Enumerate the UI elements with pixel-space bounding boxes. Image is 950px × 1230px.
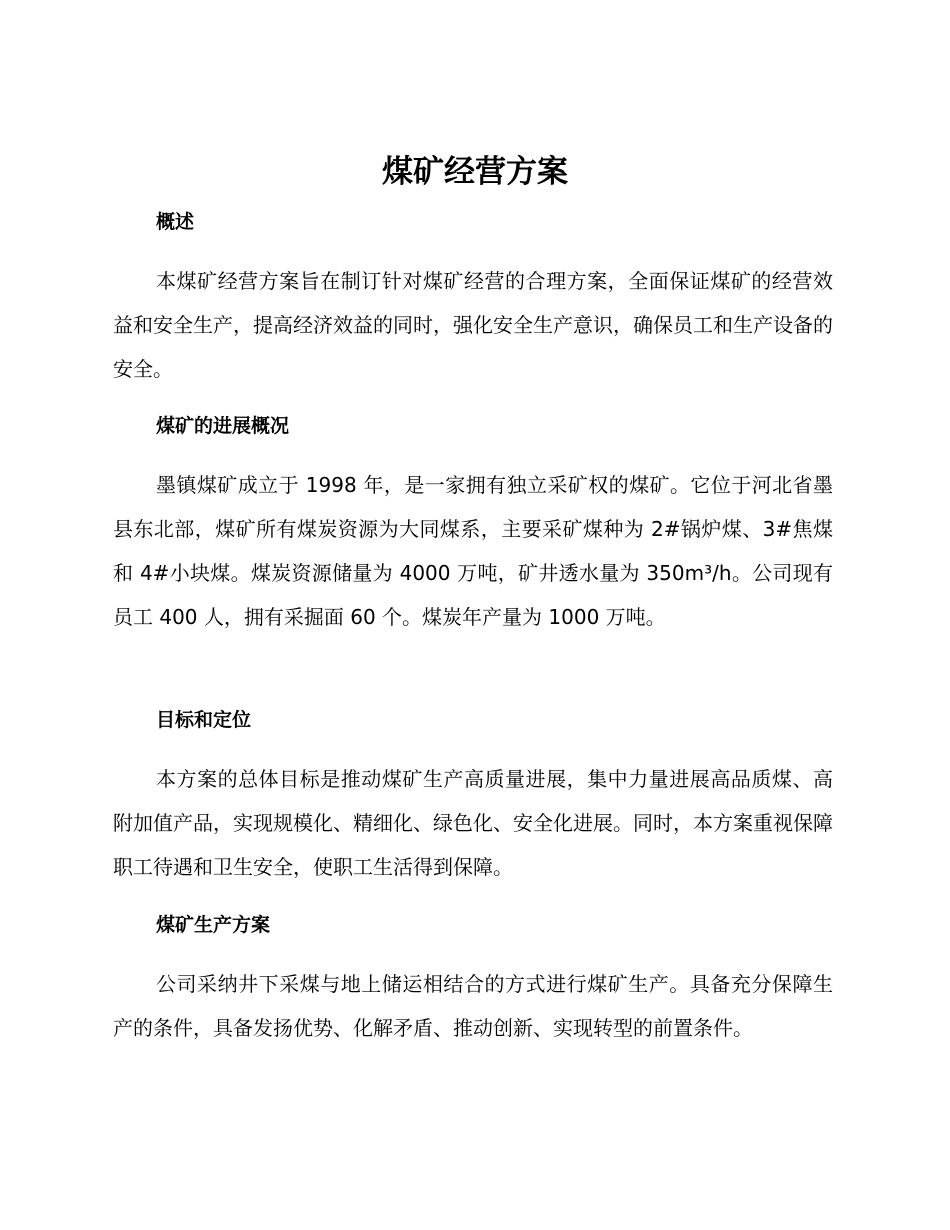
- section-production-plan: [113, 911, 833, 1050]
- section-body: 公司采纳井下采煤与地上储运相结合的方式进行煤矿生产。具备充分保障生产的条件，具备发扬优势、化解矛盾、推动创新、实现转型的前置条件。: [113, 972, 833, 1040]
- section-mine-status: [113, 412, 833, 639]
- section-heading: 煤矿的进展概况: [156, 415, 290, 437]
- section-heading: 概述: [156, 211, 195, 233]
- section-overview: [113, 208, 833, 391]
- section-heading: 目标和定位: [156, 709, 252, 731]
- section-body: 本煤矿经营方案旨在制订针对煤矿经营的合理方案，全面保证煤矿的经营效益和安全生产，提高经济效益的同时，强化安全生产意识，确保员工和生产设备的安全。: [113, 269, 833, 381]
- section-heading: 煤矿生产方案: [156, 914, 271, 936]
- section-body: 本方案的总体目标是推动煤矿生产高质量进展，集中力量进展高品质煤、高附加值产品，实现规模化、精细化、绿色化、安全化进展。同时，本方案重视保障职工待遇和卫生安全，使职工生活得到保障。: [113, 767, 833, 879]
- section-goals: [113, 706, 833, 889]
- section-body: 墨镇煤矿成立于 1998 年，是一家拥有独立采矿权的煤矿。它位于河北省墨县东北部，煤矿所有煤炭资源为大同煤系，主要采矿煤种为 2#锅炉煤、3#焦煤和 4#小块煤。煤炭资源储量为 4000 万吨，矿井透水量为 350m³/h。公司现有员工 400 人，拥有采掘面 60 个。煤炭年产量为 1000 万吨。: [113, 473, 833, 629]
- document-title: 煤矿经营方案: [382, 154, 568, 190]
